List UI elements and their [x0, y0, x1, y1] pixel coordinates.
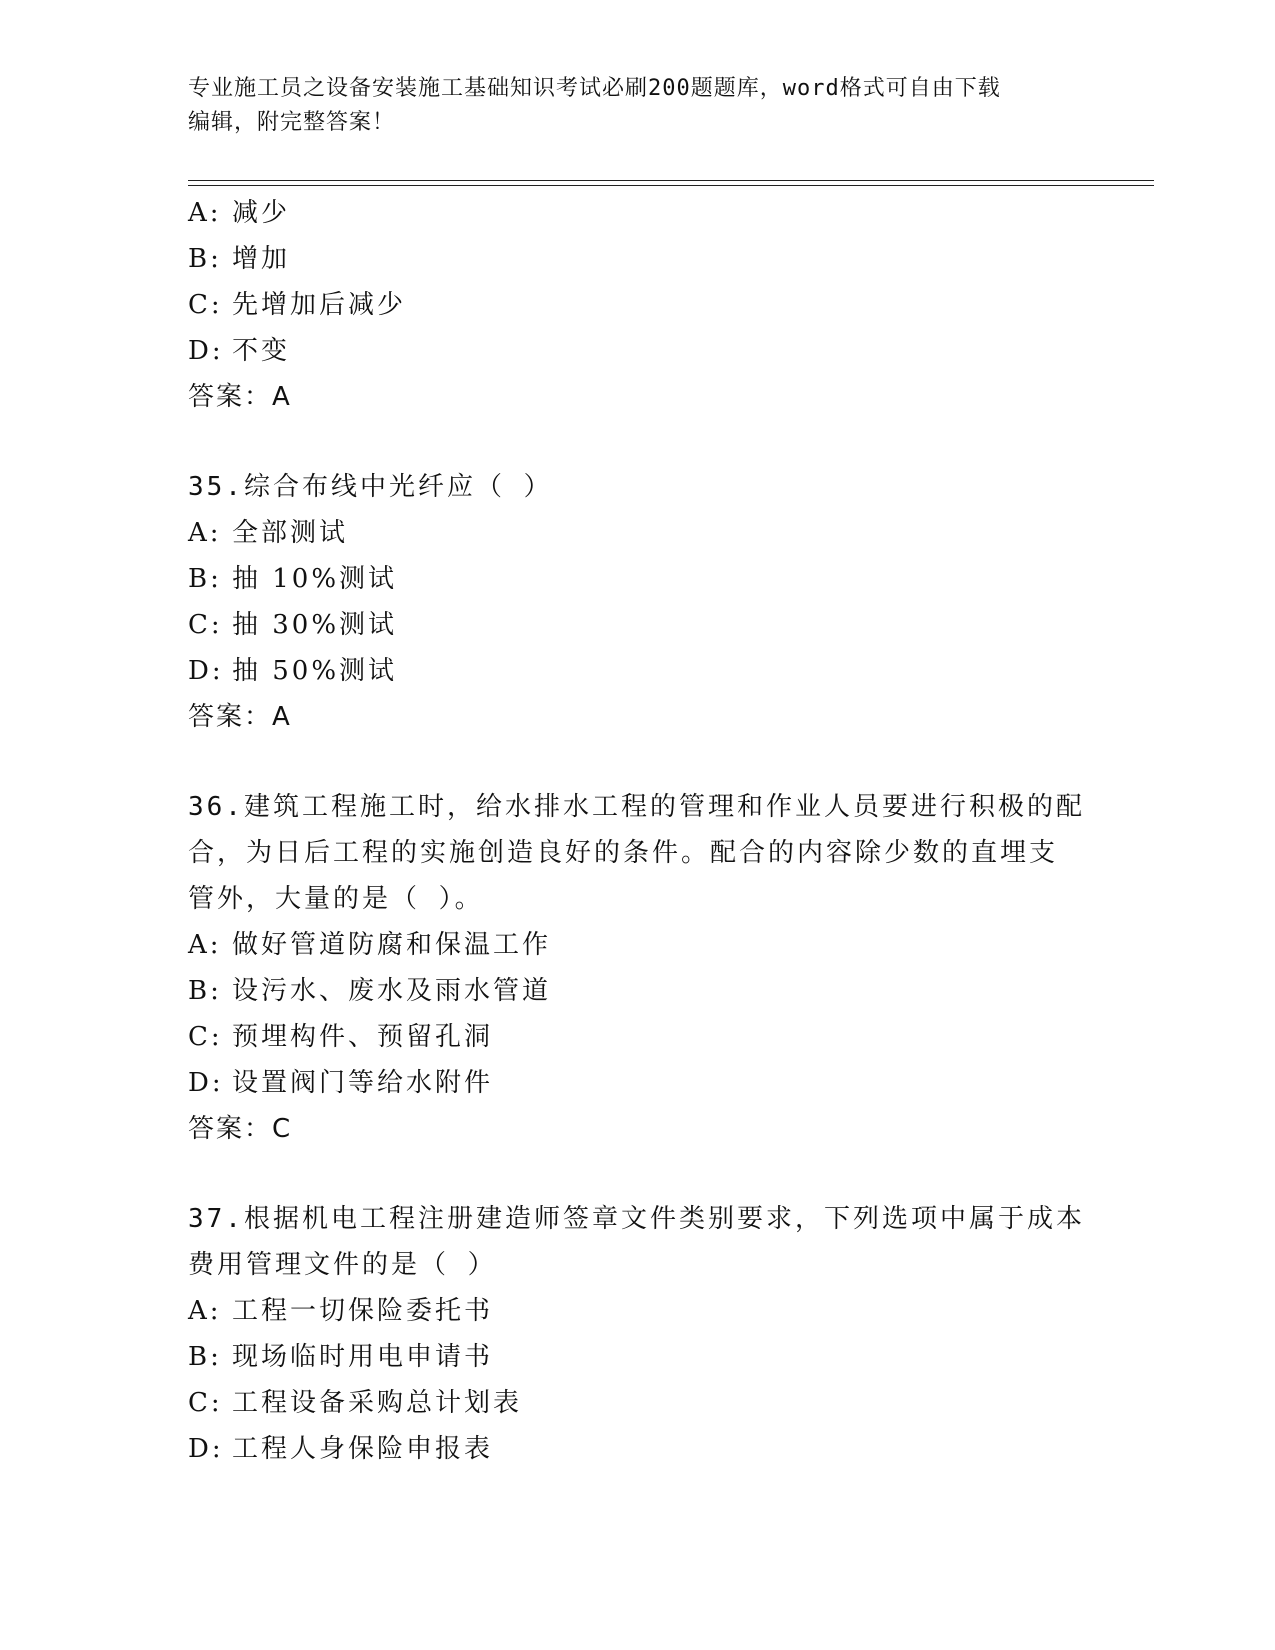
- option-d: [188, 648, 1088, 694]
- answer: 答案：A: [188, 382, 292, 412]
- option-text: 工程人身保险申报表: [232, 1434, 494, 1464]
- option-key: D:: [188, 1068, 224, 1098]
- option-key: B:: [188, 564, 222, 594]
- option-key: C:: [188, 290, 223, 320]
- option-key: C:: [188, 1022, 223, 1052]
- option-d: [188, 328, 1088, 374]
- question-37: [188, 1196, 1088, 1472]
- option-d: [188, 1426, 1088, 1472]
- option-text: 预埋构件、预留孔洞: [232, 1022, 494, 1052]
- header-double-rule: [188, 180, 1154, 186]
- question-stem: 35.综合布线中光纤应（ ）: [188, 472, 553, 502]
- option-b: [188, 968, 1088, 1014]
- document-body: [188, 190, 1088, 1472]
- option-text: 抽 30%测试: [232, 610, 398, 640]
- option-a: [188, 190, 1088, 236]
- document-header: [188, 72, 1088, 140]
- option-c: [188, 282, 1088, 328]
- option-text: 全部测试: [232, 518, 349, 548]
- option-key: B:: [188, 1342, 222, 1372]
- option-text: 设污水、废水及雨水管道: [232, 976, 552, 1006]
- option-c: [188, 1014, 1088, 1060]
- question-stem-line-2: 合，为日后工程的实施创造良好的条件。配合的内容除少数的直埋支: [188, 838, 1059, 868]
- option-b: [188, 1334, 1088, 1380]
- option-key: C:: [188, 610, 223, 640]
- option-b: [188, 556, 1088, 602]
- question-stem-line-1: 36.建筑工程施工时，给水排水工程的管理和作业人员要进行积极的配: [188, 792, 1085, 822]
- question-35: [188, 464, 1088, 740]
- option-b: [188, 236, 1088, 282]
- option-text: 工程设备采购总计划表: [232, 1388, 523, 1418]
- option-text: 现场临时用电申请书: [232, 1342, 494, 1372]
- question-34: [188, 190, 1088, 420]
- option-key: D:: [188, 656, 224, 686]
- option-key: A:: [188, 1296, 222, 1326]
- answer: 答案：C: [188, 1114, 293, 1144]
- question-stem-line-2: 费用管理文件的是（ ）: [188, 1250, 497, 1280]
- answer: 答案：A: [188, 702, 292, 732]
- option-key: A:: [188, 198, 222, 228]
- option-text: 增加: [232, 244, 291, 274]
- option-a: [188, 1288, 1088, 1334]
- question-stem-line-3: 管外，大量的是（ ）。: [188, 884, 484, 914]
- option-key: D:: [188, 336, 224, 366]
- option-text: 不变: [232, 336, 291, 366]
- option-key: A:: [188, 518, 222, 548]
- question-36: [188, 784, 1088, 1152]
- option-text: 做好管道防腐和保温工作: [232, 930, 552, 960]
- option-key: B:: [188, 976, 222, 1006]
- option-a: [188, 510, 1088, 556]
- option-a: [188, 922, 1088, 968]
- option-key: D:: [188, 1434, 224, 1464]
- option-text: 抽 10%测试: [232, 564, 398, 594]
- option-text: 减少: [232, 198, 291, 228]
- option-key: A:: [188, 930, 222, 960]
- header-title-line-2: 编辑，附完整答案！: [188, 110, 396, 135]
- option-text: 先增加后减少: [232, 290, 407, 320]
- option-c: [188, 602, 1088, 648]
- option-c: [188, 1380, 1088, 1426]
- question-stem-line-1: 37.根据机电工程注册建造师签章文件类别要求，下列选项中属于成本: [188, 1204, 1085, 1234]
- option-text: 工程一切保险委托书: [232, 1296, 494, 1326]
- option-key: B:: [188, 244, 222, 274]
- option-d: [188, 1060, 1088, 1106]
- option-text: 设置阀门等给水附件: [232, 1068, 494, 1098]
- option-text: 抽 50%测试: [232, 656, 398, 686]
- header-title-line-1: 专业施工员之设备安装施工基础知识考试必刷200题题库，word格式可自由下载: [188, 76, 1001, 101]
- option-key: C:: [188, 1388, 223, 1418]
